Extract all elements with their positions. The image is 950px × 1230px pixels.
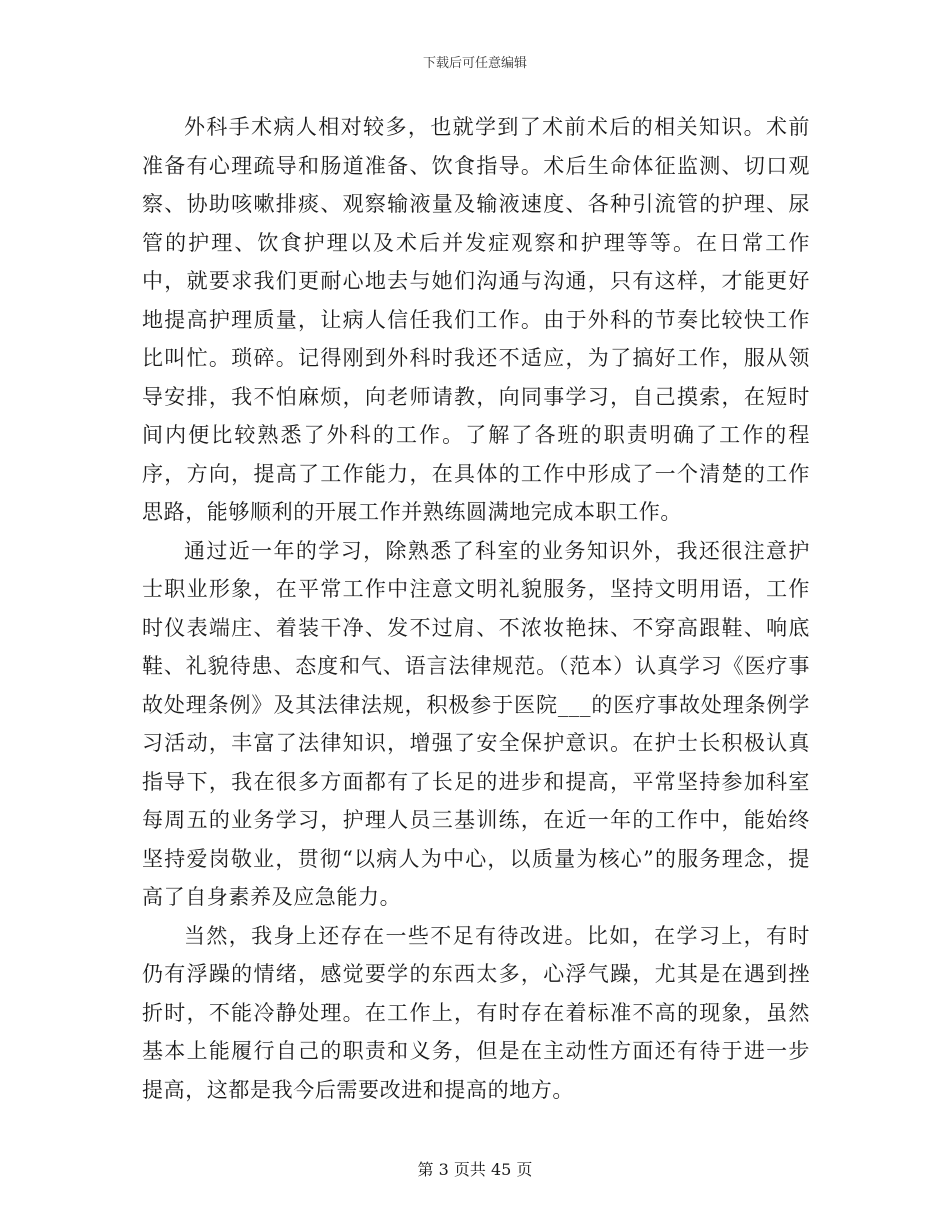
page-header: 下载后可任意编辑 [422, 56, 527, 71]
paragraph-3: 当然，我身上还存在一些不足有待改进。比如，在学习上，有时仍有浮躁的情绪，感觉要学的东西太多，心浮气躁，尤其是在遇到挫折时，不能冷静处理。在工作上，有时存在着标准不高的现象，虽然基本上能履行自己的职责和义务，但是在主动性方面还有待于进一步提高，这都是我今后需要改进和提高的地方。 [142, 923, 810, 1102]
paragraph-1: 外科手术病人相对较多，也就学到了术前术后的相关知识。术前准备有心理疏导和肠道准备、饮食指导。术后生命体征监测、切口观察、协助咳嗽排痰、观察输液量及输液速度、各种引流管的护理、尿管的护理、饮食护理以及术后并发症观察和护理等等。在日常工作中，就要求我们更耐心地去与她们沟通与沟通，只有这样，才能更好地提高护理质量，让病人信任我们工作。由于外科的节奏比较快工作比叫忙。琐碎。记得刚到外科时我还不适应，为了搞好工作，服从领导安排，我不怕麻烦，向老师请教，向同事学习，自己摸索，在短时间内便比较熟悉了外科的工作。了解了各班的职责明确了工作的程序，方向，提高了工作能力，在具体的工作中形成了一个清楚的工作思路，能够顺利的开展工作并熟练圆满地完成本职工作。 [142, 115, 810, 524]
page-footer: 第 3 页共 45 页 [417, 1160, 533, 1179]
document-body [142, 108, 810, 1109]
paragraph-2: 通过近一年的学习，除熟悉了科室的业务知识外，我还很注意护士职业形象，在平常工作中注意文明礼貌服务，坚持文明用语，工作时仪表端庄、着装干净、发不过肩、不浓妆艳抹、不穿高跟鞋、响底鞋、礼貌待患、态度和气、语言法律规范。（范本）认真学习《医疗事故处理条例》及其法律法规，积极参于医院___的医疗事故处理条例学习活动，丰富了法律知识，增强了安全保护意识。在护士长积极认真指导下，我在很多方面都有了长足的进步和提高，平常坚持参加科室每周五的业务学习，护理人员三基训练，在近一年的工作中，能始终坚持爱岗敬业，贯彻“以病人为中心，以质量为核心”的服务理念，提高了自身素养及应急能力。 [142, 538, 810, 909]
